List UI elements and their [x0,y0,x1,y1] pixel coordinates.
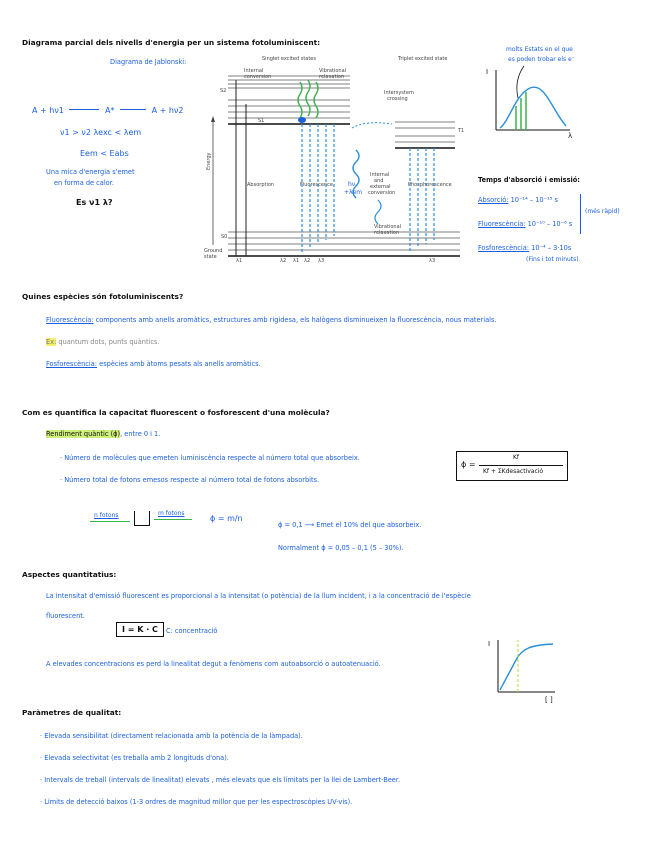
lambda-1b: λ1 [293,258,300,264]
svg-text:external: external [370,184,391,190]
cuvette-icon [134,511,150,526]
temps-bracket [577,194,581,234]
section3-question: Com es quantifica la capacitat fluorescent o fosforescent d'una molècula? [22,408,330,417]
phi-numerator: Kf [513,454,520,461]
phi-lhs: ϕ = [461,460,476,469]
phi-normal: Normalment ϕ = 0,05 – 0,1 (5 – 30%). [278,544,404,552]
phi-denominator: Kf + ΣKdesactivació [483,468,544,475]
m-fotons-label: m fotons [158,510,185,517]
absorption-label: Absorption [247,182,275,188]
intersystem-arrow [352,123,392,128]
graph-xlabel: λ [568,132,573,140]
quality-item-1: · Elevada sensibilitat (directament relacionada amb la potència de la làmpada). [40,732,303,740]
internal-conversion-label: Internal [244,68,264,74]
section4-text2: A elevades concentracions es perd la linealitat degut a fenòmens com autoabsorció o autoatenuació. [46,660,381,668]
lambda-2b: λ2 [304,258,311,264]
svg-text:+λem: +λem [344,189,363,196]
jablonski-label: Diagrama de Jablonski: [110,58,187,66]
internal-external-label: Internal [370,172,390,178]
phi-example: ϕ = 0,1 ⟶ Emet el 10% del que absorbeix. [278,521,422,529]
quality-item-2: · Elevada selectivitat (es treballa amb 2 longituds d'ona). [40,754,229,762]
svg-text:crossing: crossing [387,96,408,102]
ex-line: Ex: quantum dots, punts quàntics. [46,338,160,346]
c-note: C: concentració [166,627,218,635]
temps-bracket-note: (més ràpid) [585,208,620,215]
phosphorescence-label: Phosphorescence [408,182,452,188]
intersystem-crossing-label: Intersystem [384,90,414,96]
lambda-1: λ1 [236,258,243,264]
quality-item-4: · Límits de detecció baixos (1-3 ordres de magnitud millor que per les espectroscòpies UV-vis). [40,798,353,806]
s1-label: S1 [258,118,265,124]
question-note: Es ν1 λ? [76,198,113,207]
heat-note-2: en forma de calor. [54,179,114,187]
ground-state-label: Ground [204,248,223,254]
phi-formula-box [456,451,568,481]
svg-text:conversion: conversion [244,74,272,80]
s0-levels [228,232,460,250]
vibrational-relaxation-label: Vibrational [319,68,347,74]
ineq-2: Eem < Eabs [80,149,129,158]
svg-text:relaxation: relaxation [374,230,400,236]
reaction-a: A + hν1 A* A + hν2 [32,106,184,115]
s2-label: S2 [220,88,227,94]
states-note-2: es poden trobar els e⁻ [508,56,575,63]
temps-row-fosfor: Fosforescència: 10⁻⁴ – 3·10s [478,244,572,252]
page-title: Diagrama parcial dels nivells d'energia per un sistema fotoluminiscent: [22,38,321,47]
t1-levels [395,122,455,142]
phosphorescence-arrows [410,148,434,252]
lin-ylabel: I [488,640,491,648]
section4-heading: Aspectes quantitatius: [22,570,117,579]
t1-label: T1 [458,128,465,134]
vibrational-relaxation-2-label: Vibrational [374,224,402,230]
internal-conversion-wave-2 [375,200,381,224]
energy-axis-arrow [211,116,215,122]
energy-label: Energy [206,152,212,170]
temps-row-fluor: Fluorescència: 10⁻¹⁰ – 10⁻⁶ s [478,220,573,228]
n-fotons-arrow [90,521,130,522]
heat-note-1: Una mica d'energia s'emet [46,168,135,176]
ikc-formula: I = K · C [116,622,164,637]
svg-text:conversion: conversion [368,190,396,196]
triplet-label: Triplet excited state [398,56,448,62]
temps-row-absorcio: Absorció: 10⁻¹⁴ – 10⁻¹⁵ s [478,196,558,204]
svg-text:state: state [204,254,217,260]
temps-foot: (Fins i tot minuts). [526,256,581,263]
states-note-1: molts Estats en el que [506,46,573,53]
ineq-1: ν1 > ν2 λexc < λem [60,128,142,137]
phi-fraction-line [479,465,563,466]
section2-question: Quines espècies són fotoluminiscents? [22,292,184,301]
fluorescence-arrows [302,124,334,252]
graph-ylabel: I [486,68,489,76]
fluor-line: Fluorescència: components amb anells aromàtics, estructures amb rigidesa, els halògens disminueixen la fluorescència, nous materials. [46,316,497,324]
hv-emission-label: hν [348,181,356,188]
electron-dot [298,117,306,123]
rend-line: Rendiment quàntic (ϕ), entre 0 i 1. [46,430,161,438]
section4-text1b: fluorescent. [46,612,85,620]
lambda-3b: λ3 [429,258,436,264]
n-fotons-label: n fotons [94,512,119,519]
lambda-3: λ3 [318,258,325,264]
section4-text1: La intensitat d'emissió fluorescent es proporcional a la intensitat (o potència) de la llum incident, i a la concentració de l'espècie [46,592,471,600]
quality-item-3: · Intervals de treball (intervals de linealitat) elevats , més elevats que els límitats per la llei de Lambert-Beer. [40,776,401,784]
bullet-1: · Número de molècules que emeten luminiscència respecte al número total que absorbeix. [60,454,360,462]
fluorescence-label: Fluorescence [300,182,333,188]
singlet-label: Singlet excited states [262,56,316,62]
section5-heading: Paràmetres de qualitat: [22,708,122,717]
fosfor-line: Fosforescència: espècies amb àtoms pesats als anells aromàtics. [46,360,261,368]
m-fotons-arrow [154,519,192,520]
svg-text:and: and [374,178,384,184]
lin-xlabel: [ ] [545,696,553,704]
s0-label: S0 [221,234,228,240]
bullet-2: · Número total de fotons emesos respecte al número total de fotons absorbits. [60,476,320,484]
temps-heading: Temps d'absorció i emissió: [478,176,580,184]
phi-m-n: ϕ = m/n [210,514,243,523]
svg-text:relaxation: relaxation [319,74,345,80]
lambda-2: λ2 [280,258,287,264]
